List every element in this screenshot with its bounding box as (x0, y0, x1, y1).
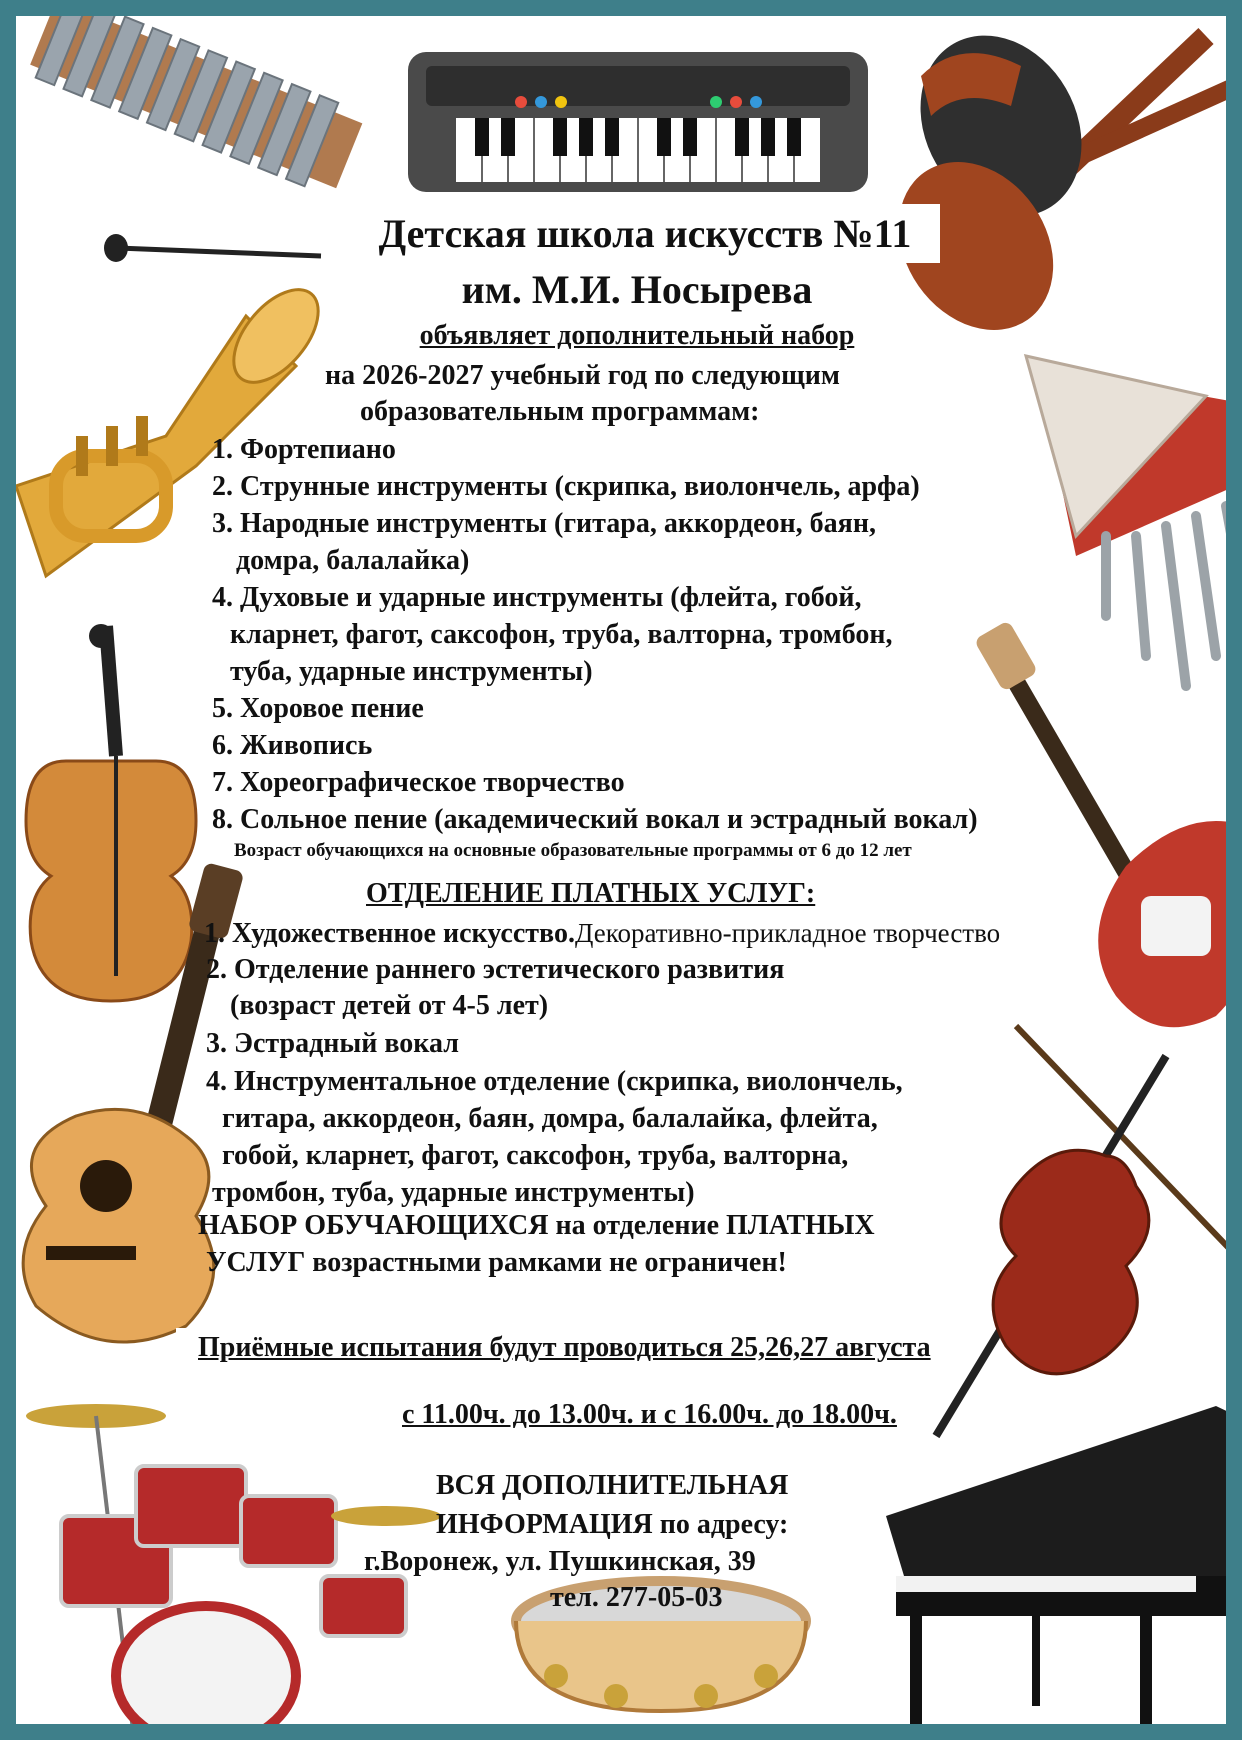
electric-guitar-icon (974, 620, 1242, 1027)
program-item: 1. Фортепиано (212, 434, 396, 465)
age-note: Возраст обучающихся на основные образовательные программы от 6 до 12 лет (234, 840, 912, 861)
violin-icon (26, 624, 196, 1001)
program-item: 4. Духовые и ударные инструменты (флейта, гобой, (212, 582, 862, 613)
program-item: 5. Хоровое пение (212, 693, 424, 724)
page-subtitle: им. М.И. Носырева (461, 267, 813, 312)
enrollment-notice-2: УСЛУГ возрастными рамками не ограничен! (206, 1247, 787, 1278)
contact-line-1: ВСЯ ДОПОЛНИТЕЛЬНАЯ (436, 1470, 789, 1501)
page-title: Детская школа искусств №11 (350, 204, 940, 263)
paid-item-1 (204, 918, 1008, 950)
mallet-icon (104, 234, 321, 262)
paid-item: 4. Инструментальное отделение (скрипка, виолончель, (206, 1066, 903, 1097)
program-item-continued: кларнет, фагот, саксофон, труба, валторна, тромбон, (230, 619, 893, 650)
paid-item-continued: тромбон, туба, ударные инструменты) (212, 1177, 695, 1208)
paid-item-continued: гитара, аккордеон, баян, домра, балалайка, флейта, (222, 1103, 878, 1134)
exam-times: с 11.00ч. до 13.00ч. и с 16.00ч. до 18.00ч. (402, 1399, 897, 1430)
year-line-1: на 2026-2027 учебный год по следующим (325, 360, 840, 391)
address: г.Воронеж, ул. Пушкинская, 39 (364, 1546, 756, 1577)
paid-item-continued: гобой, кларнет, фагот, саксофон, труба, валторна, (222, 1140, 849, 1171)
contact-line-2: ИНФОРМАЦИЯ по адресу: (436, 1509, 789, 1540)
paid-item-continued: (возраст детей от 4-5 лет) (230, 990, 549, 1021)
wind-chimes-icon (1026, 356, 1242, 686)
grand-piano-icon (886, 1406, 1242, 1736)
program-item: 7. Хореографическое творчество (212, 767, 625, 798)
program-item: 3. Народные инструменты (гитара, аккордеон, баян, (212, 508, 876, 539)
paid-services-heading: ОТДЕЛЕНИЕ ПЛАТНЫХ УСЛУГ: (366, 878, 816, 909)
program-item: 8. Сольное пение (академический вокал и эстрадный вокал) (212, 804, 978, 835)
xylophone-icon (26, 16, 366, 197)
paid-item-1-sub: Декоративно-прикладное творчество (575, 918, 1008, 948)
paid-item-1-main: 1. Художественное искусство. (204, 918, 575, 949)
synthesizer-icon (408, 52, 868, 192)
program-item: 6. Живопись (212, 730, 373, 761)
program-item-continued: домра, балалайка) (236, 545, 470, 576)
violin-bow-icon (936, 1026, 1242, 1436)
phone: тел. 277-05-03 (550, 1582, 723, 1613)
announcement: объявляет дополнительный набор (419, 320, 855, 351)
program-item-continued: туба, ударные инструменты) (230, 656, 593, 687)
enrollment-notice-1: НАБОР ОБУЧАЮЩИХСЯ на отделение ПЛАТНЫХ (198, 1210, 875, 1241)
year-line-2: образовательным программам: (360, 396, 760, 427)
paid-item: 2. Отделение раннего эстетического развития (206, 954, 785, 985)
paid-item: 3. Эстрадный вокал (206, 1028, 459, 1059)
program-item: 2. Струнные инструменты (скрипка, виолончель, арфа) (212, 471, 920, 502)
exam-dates: Приёмные испытания будут проводиться 25,26,27 августа (176, 1328, 945, 1368)
